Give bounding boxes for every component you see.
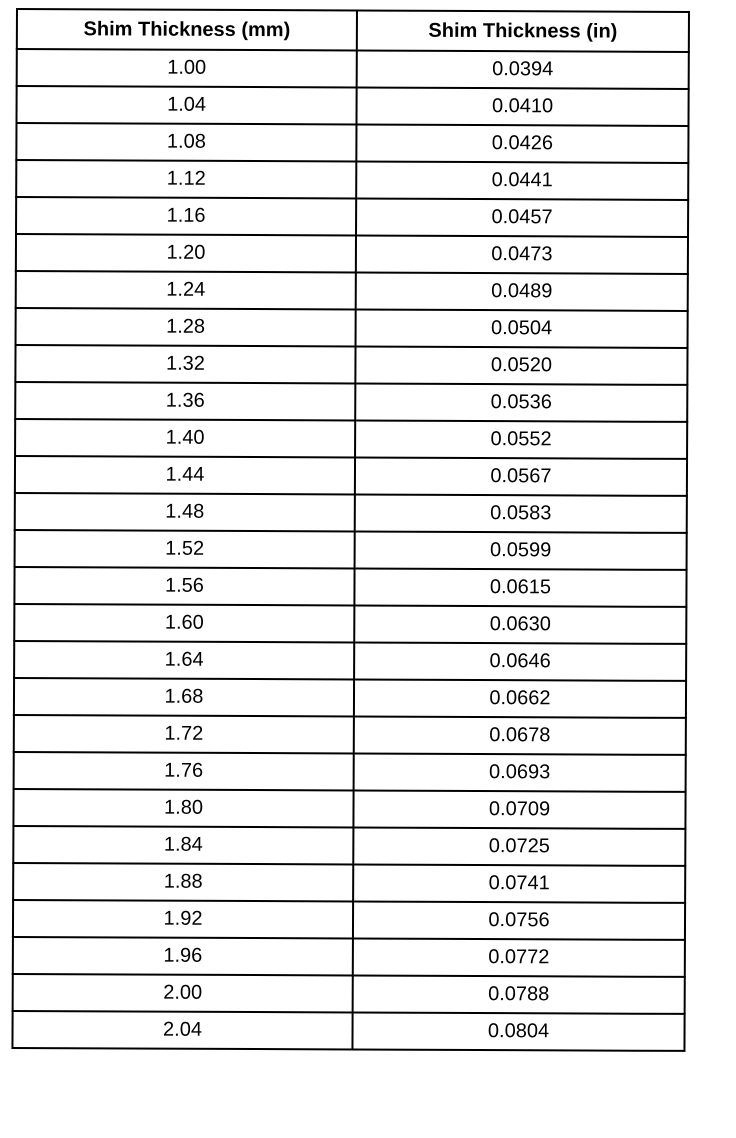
cell-in: 0.0394 bbox=[357, 50, 689, 88]
cell-in: 0.0473 bbox=[356, 235, 688, 273]
cell-in: 0.0441 bbox=[356, 161, 688, 199]
table-row bbox=[16, 86, 688, 126]
table-row bbox=[16, 197, 688, 237]
cell-in: 0.0756 bbox=[353, 901, 685, 939]
cell-mm: 1.20 bbox=[16, 234, 356, 272]
cell-mm: 1.92 bbox=[13, 900, 353, 938]
cell-mm: 1.40 bbox=[15, 419, 355, 457]
table-row bbox=[14, 604, 686, 644]
cell-mm: 1.36 bbox=[15, 382, 355, 420]
cell-mm: 1.24 bbox=[16, 271, 356, 309]
cell-mm: 1.76 bbox=[14, 752, 354, 790]
cell-mm: 1.56 bbox=[14, 567, 354, 605]
table-row bbox=[16, 271, 688, 311]
table-row bbox=[16, 160, 688, 200]
table-body bbox=[12, 49, 688, 1051]
table-row bbox=[15, 382, 687, 422]
table-row bbox=[15, 419, 687, 459]
cell-mm: 1.00 bbox=[17, 49, 357, 87]
cell-in: 0.0709 bbox=[353, 790, 685, 828]
cell-mm: 1.28 bbox=[16, 308, 356, 346]
cell-in: 0.0489 bbox=[356, 272, 688, 310]
table-row bbox=[15, 530, 687, 570]
cell-in: 0.0552 bbox=[355, 420, 687, 458]
cell-mm: 1.04 bbox=[16, 86, 356, 124]
table-row bbox=[13, 826, 685, 866]
cell-mm: 1.32 bbox=[15, 345, 355, 383]
cell-mm: 1.96 bbox=[13, 937, 353, 975]
cell-mm: 1.16 bbox=[16, 197, 356, 235]
cell-in: 0.0804 bbox=[352, 1012, 684, 1050]
table-row bbox=[13, 974, 685, 1014]
cell-in: 0.0630 bbox=[354, 605, 686, 643]
cell-in: 0.0693 bbox=[354, 753, 686, 791]
cell-mm: 1.84 bbox=[13, 826, 353, 864]
cell-in: 0.0599 bbox=[355, 531, 687, 569]
table-row bbox=[12, 1011, 684, 1051]
cell-mm: 1.44 bbox=[15, 456, 355, 494]
cell-in: 0.0788 bbox=[353, 975, 685, 1013]
table-row bbox=[16, 123, 688, 163]
table-row bbox=[16, 234, 688, 274]
table-row bbox=[16, 308, 688, 348]
cell-in: 0.0678 bbox=[354, 716, 686, 754]
table-row bbox=[15, 456, 687, 496]
shim-thickness-table bbox=[11, 8, 690, 1052]
cell-mm: 1.88 bbox=[13, 863, 353, 901]
table-row bbox=[17, 49, 689, 89]
cell-mm: 1.68 bbox=[14, 678, 354, 716]
cell-in: 0.0662 bbox=[354, 679, 686, 717]
cell-mm: 2.04 bbox=[12, 1011, 352, 1049]
table-row bbox=[13, 789, 685, 829]
cell-mm: 1.64 bbox=[14, 641, 354, 679]
header-row bbox=[17, 9, 689, 52]
cell-mm: 1.12 bbox=[16, 160, 356, 198]
cell-in: 0.0536 bbox=[355, 383, 687, 421]
table-row bbox=[14, 567, 686, 607]
table-row bbox=[13, 900, 685, 940]
cell-in: 0.0504 bbox=[356, 309, 688, 347]
table-row bbox=[15, 493, 687, 533]
cell-mm: 2.00 bbox=[13, 974, 353, 1012]
table-header bbox=[17, 9, 689, 52]
cell-mm: 1.72 bbox=[14, 715, 354, 753]
cell-mm: 1.80 bbox=[13, 789, 353, 827]
cell-mm: 1.60 bbox=[14, 604, 354, 642]
cell-in: 0.0520 bbox=[355, 346, 687, 384]
cell-in: 0.0772 bbox=[353, 938, 685, 976]
cell-in: 0.0583 bbox=[355, 494, 687, 532]
table-row bbox=[15, 345, 687, 385]
header-mm: Shim Thickness (mm) bbox=[17, 9, 357, 50]
cell-mm: 1.52 bbox=[15, 530, 355, 568]
cell-in: 0.0567 bbox=[355, 457, 687, 495]
cell-in: 0.0410 bbox=[356, 87, 688, 125]
cell-in: 0.0741 bbox=[353, 864, 685, 902]
header-in: Shim Thickness (in) bbox=[357, 10, 689, 51]
cell-in: 0.0646 bbox=[354, 642, 686, 680]
cell-in: 0.0615 bbox=[354, 568, 686, 606]
cell-in: 0.0426 bbox=[356, 124, 688, 162]
table-row bbox=[14, 678, 686, 718]
table-row bbox=[13, 937, 685, 977]
table-row bbox=[13, 863, 685, 903]
cell-in: 0.0725 bbox=[353, 827, 685, 865]
table-row bbox=[14, 715, 686, 755]
cell-mm: 1.08 bbox=[16, 123, 356, 161]
table-row bbox=[14, 641, 686, 681]
cell-mm: 1.48 bbox=[15, 493, 355, 531]
cell-in: 0.0457 bbox=[356, 198, 688, 236]
table-row bbox=[14, 752, 686, 792]
